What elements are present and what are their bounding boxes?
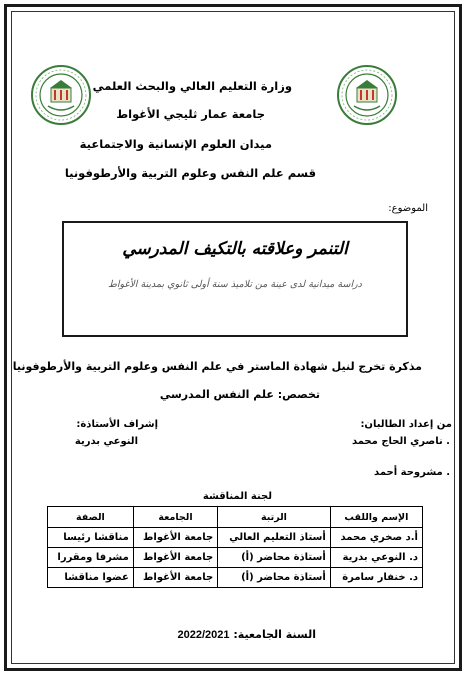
- thesis-subtitle: دراسة ميدانية لدى عينة من تلاميذ سنة أولى ثانوي بمدينة الأغواط: [108, 279, 362, 290]
- university-name: جامعة عمار ثليجي الأغواط: [116, 107, 265, 121]
- column-header: الصفة: [48, 507, 134, 528]
- committee-label: لجنة المناقشة: [202, 491, 272, 502]
- subject-label: الموضوع:: [388, 203, 428, 214]
- column-header: الرتبة: [218, 507, 331, 528]
- university-seal-icon: [30, 64, 92, 126]
- academic-year-value: 2022/2021: [177, 629, 230, 641]
- academic-year: [178, 628, 316, 641]
- member-name: أ.د صخري محمد: [330, 528, 422, 548]
- member-rank: أستاذة محاضر (أ): [218, 548, 331, 568]
- department-name: قسم علم النفس وعلوم التربية والأرطوفونيا: [64, 166, 316, 180]
- supervision-label: إشراف الأستاذة:: [76, 419, 158, 430]
- title-box: [62, 221, 408, 337]
- member-rank: أستاذ التعليم العالي: [218, 528, 331, 548]
- member-university: جامعة الأغواط: [133, 568, 217, 588]
- academic-year-label: السنة الجامعية:: [233, 628, 316, 641]
- supervisor-name: النوعي بدرية: [74, 436, 138, 447]
- member-role: مناقشا رئيسا: [48, 528, 134, 548]
- memo-statement: مذكرة تخرج لنيل شهادة الماستر في علم النفس وعلوم التربية والأرطوفونيا: [12, 360, 422, 373]
- student-name: . مشروحة أحمد: [374, 467, 450, 478]
- table-header-row: [48, 507, 423, 528]
- member-university: جامعة الأغواط: [133, 548, 217, 568]
- thesis-title: التنمر وعلاقته بالتكيف المدرسي: [122, 239, 348, 259]
- member-university: جامعة الأغواط: [133, 528, 217, 548]
- student-name: . ناصري الحاج محمد: [351, 436, 450, 447]
- ministry-name: وزارة التعليم العالي والبحث العلمي: [92, 79, 292, 93]
- column-header: الإسم واللقب: [330, 507, 422, 528]
- member-name: د. خنفار سامرة: [330, 568, 422, 588]
- column-header: الجامعة: [133, 507, 217, 528]
- member-role: عضوا مناقشا: [48, 568, 134, 588]
- field-name: ميدان العلوم الإنسانية والاجتماعية: [79, 137, 272, 151]
- committee-table: [47, 506, 423, 588]
- prepared-by-label: من إعداد الطالبان:: [360, 419, 452, 430]
- specialization: تخصص: علم النفس المدرسي: [159, 388, 320, 401]
- member-name: د. النوعي بدرية: [330, 548, 422, 568]
- table-row: [48, 548, 423, 568]
- member-rank: أستاذة محاضر (أ): [218, 568, 331, 588]
- member-role: مشرفا ومقررا: [48, 548, 134, 568]
- table-row: [48, 528, 423, 548]
- university-seal-icon: [336, 64, 398, 126]
- table-row: [48, 568, 423, 588]
